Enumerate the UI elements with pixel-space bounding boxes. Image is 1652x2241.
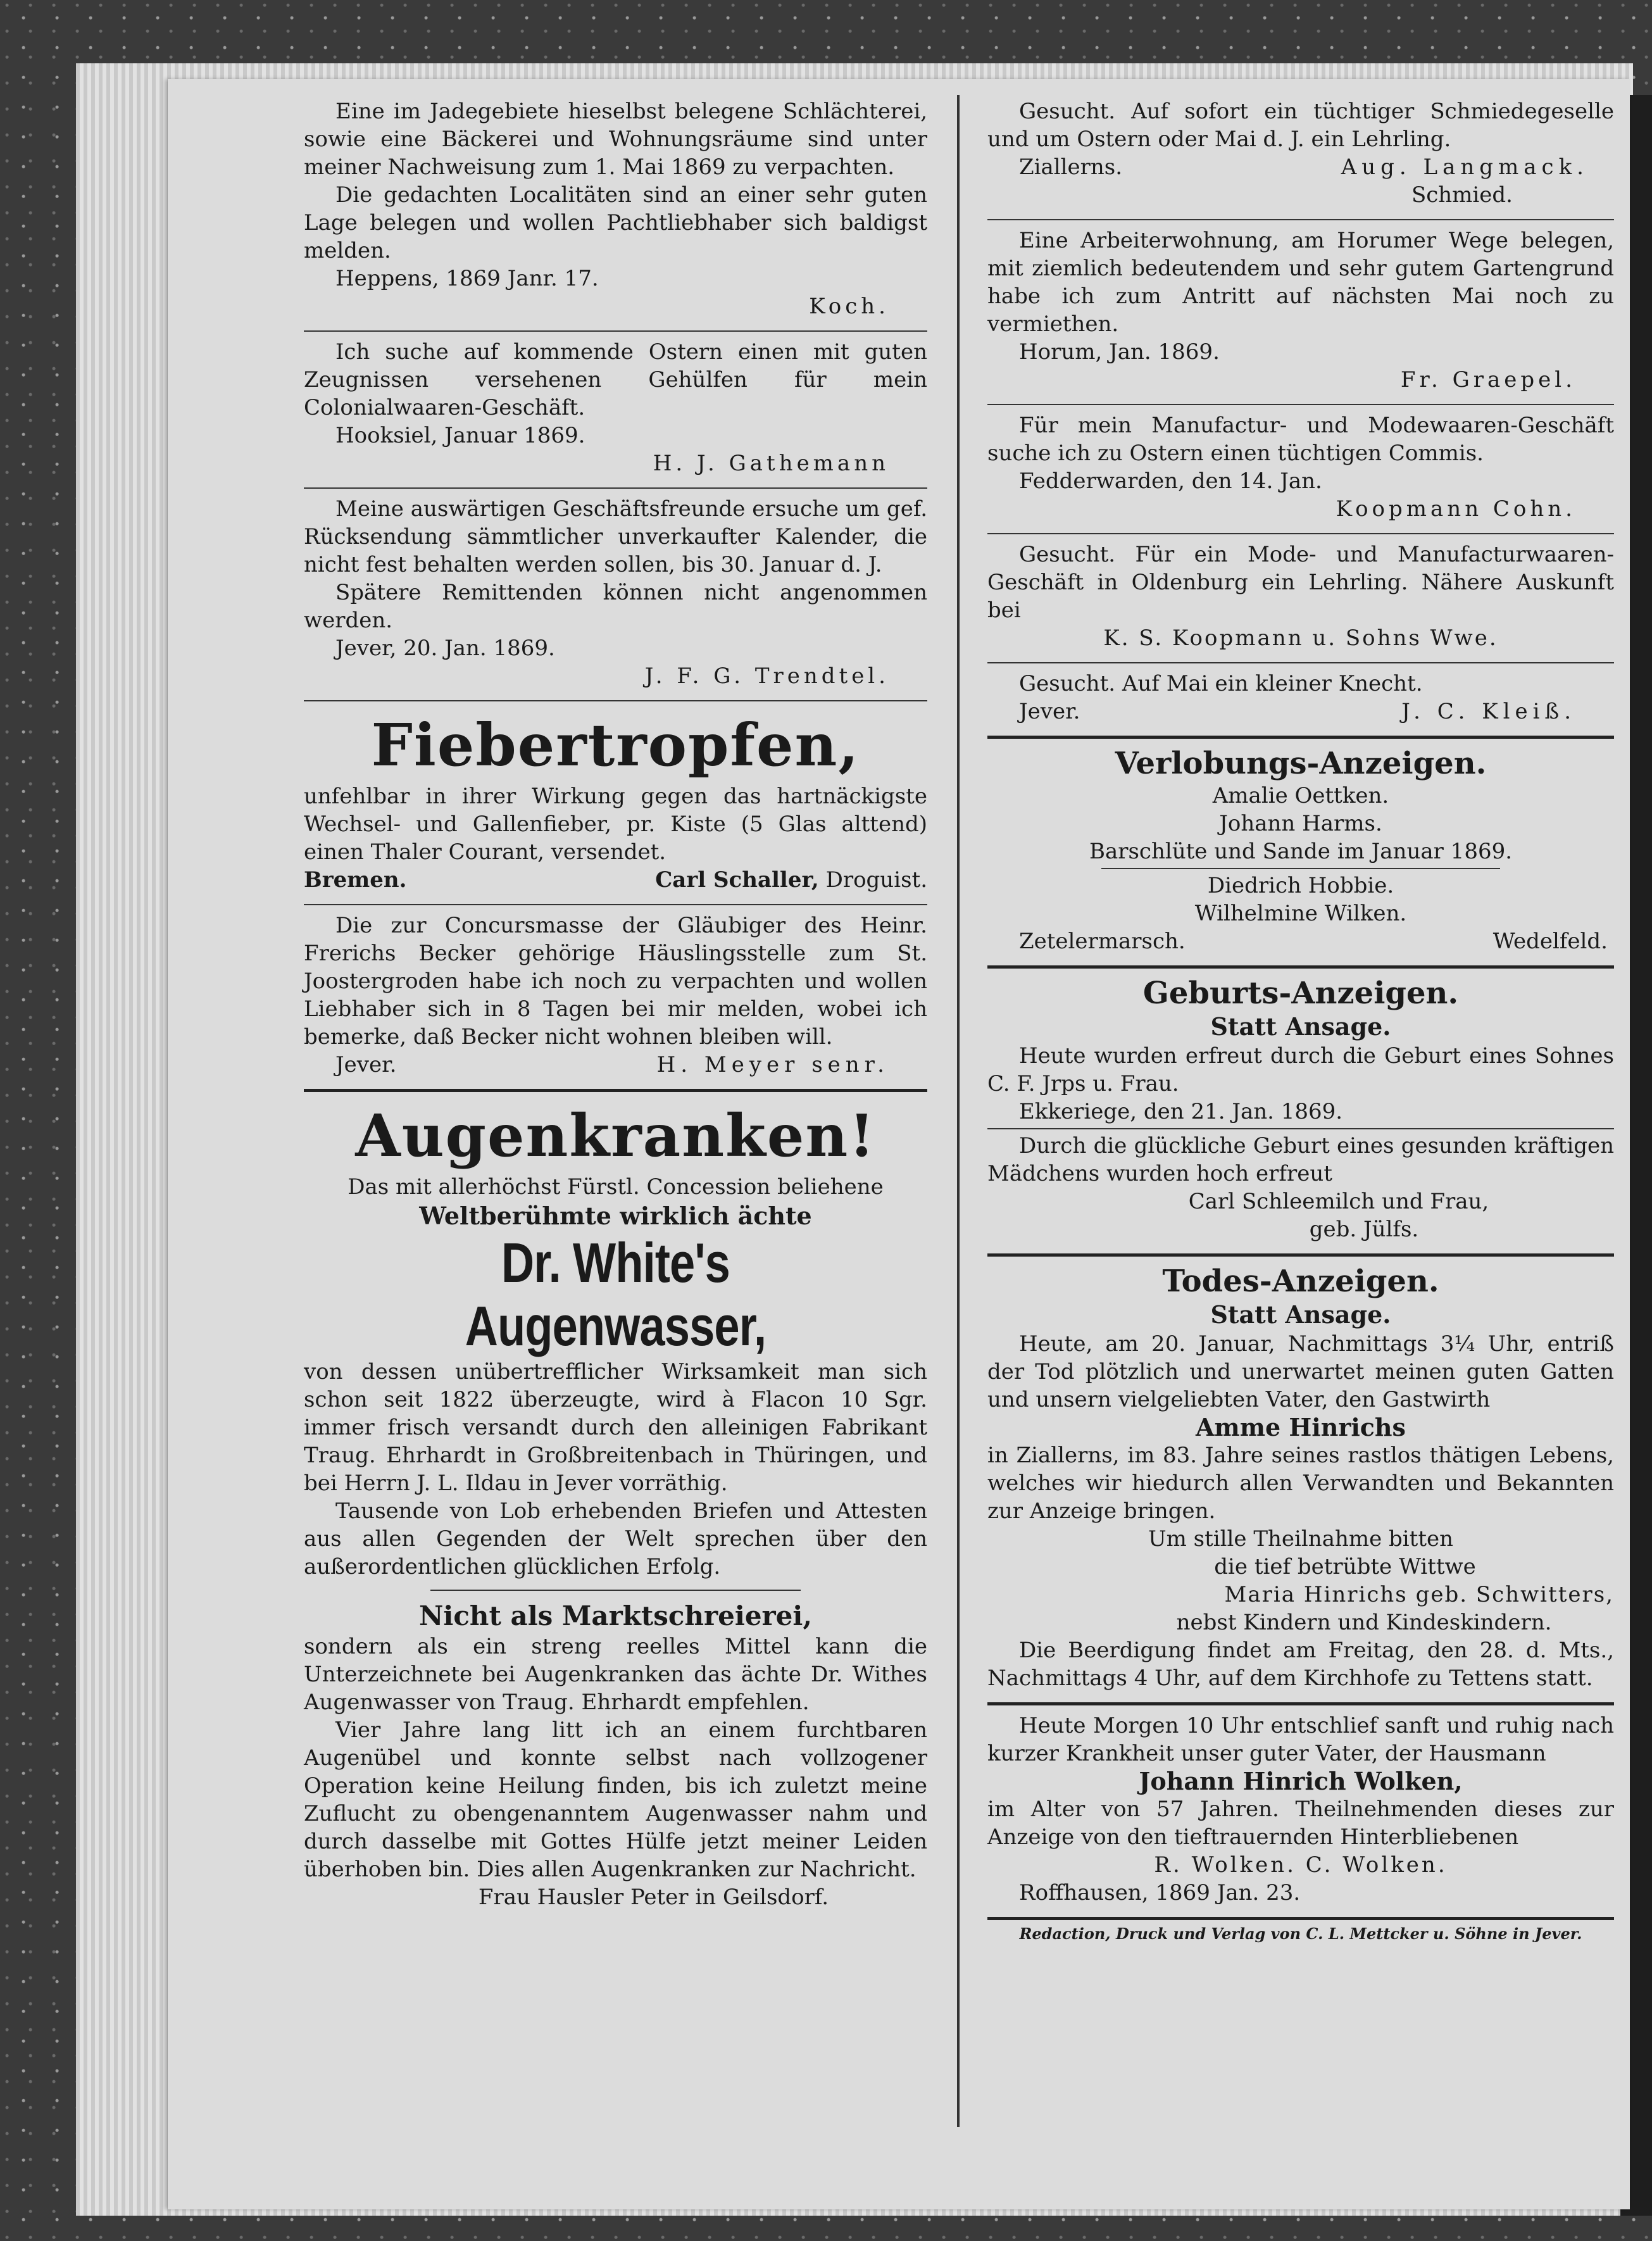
engagement-place: Barschlüte und Sande im Januar 1869. (1089, 839, 1513, 864)
ad-merchant-name: Carl Schaller, (655, 867, 819, 893)
separator (987, 219, 1614, 220)
ad-signature: Maria Hinrichs geb. Schwitters, (1224, 1582, 1614, 1607)
deceased-name: Johann Hinrich Wolken, (1139, 1767, 1463, 1795)
ad-smith-apprentice (987, 95, 1614, 215)
ad-signature-row (304, 1051, 927, 1079)
ad-text: Heute, am 20. Januar, Nachmittags 3¼ Uhr, entriß der Tod plötzlich und unerwartet meinen guten Gatten und unsern vielgeliebten Vater, den Gastwirth (987, 1331, 1614, 1412)
imprint-line: Redaction, Druck und Verlag von C. L. Mettcker u. Söhne in Jever. (1019, 1924, 1582, 1943)
ad-signature-row (987, 698, 1614, 725)
ad-merchant-trade: Droguist. (825, 867, 927, 893)
ad-signature: Carl Schleemilch und Frau, (1188, 1189, 1489, 1214)
ad-signature: J. C. Kleiß. (1401, 699, 1576, 724)
ad-testimonial-headline: Nicht als Marktschreierei, (419, 1600, 812, 1631)
ad-text: Vier Jahre lang litt ich an einem furchtbaren Augenübel und konnte selbst nach vollzogener Operation keine Heilung finden, bis ich zuletzt meine Zuflucht zu obengenanntem Augenwasser nahm und durch dasselbe mit Gottes Hülfe jetzt meiner Leiden überhoben bin. Dies allen Augenkranken zur Nachricht. (304, 1717, 927, 1882)
ad-text: Gesucht. Auf Mai ein kleiner Knecht. (1019, 671, 1423, 696)
ad-fever-drops (304, 705, 927, 900)
separator (304, 1089, 927, 1092)
separator (1101, 868, 1500, 869)
ad-servant-wanted (987, 667, 1614, 732)
ad-text: Gesucht. Auf sofort ein tüchtiger Schmiedegeselle und um Ostern oder Mai d. J. ein Lehrling. (987, 99, 1614, 152)
ad-text: Für mein Manufactur- und Modewaaren-Geschäft suche ich zu Ostern einen tüchtigen Commis. (987, 413, 1614, 466)
ad-merchant (655, 866, 927, 894)
section-subheadline: Statt Ansage. (1210, 1012, 1391, 1041)
ad-intro: Das mit allerhöchst Fürstl. Concession beliehene (347, 1174, 884, 1200)
ad-text: die tief betrübte Wittwe (1214, 1554, 1476, 1579)
ad-assistant-wanted (304, 336, 927, 484)
column-divider (957, 95, 960, 2127)
ad-place-date: Horum, Jan. 1869. (1019, 339, 1220, 365)
ad-product-name: Dr. White's Augenwasser, (465, 1231, 767, 1357)
ad-place: Jever. (335, 1052, 397, 1077)
ad-place-date: Ekkeriege, den 21. Jan. 1869. (1019, 1099, 1343, 1124)
section-headline: Geburts-Anzeigen. (1142, 976, 1459, 1011)
ad-signature-row (987, 153, 1614, 181)
left-column (304, 95, 927, 1918)
ad-text: von dessen unübertrefflicher Wirksamkeit man sich schon seit 1822 überzeugte, wird à Flacon 10 Sgr. immer frisch versandt durch den alleinigen Fabrikant Traug. Ehrhardt in Großbreitenbach in Thüringen, und bei Herrn J. L. Ildau in Jever vorräthig. (304, 1359, 927, 1496)
ad-text: im Alter von 57 Jahren. Theilnehmenden dieses zur Anzeige von den tieftrauernden Hinterbliebenen (987, 1797, 1614, 1850)
ad-text: Tausende von Lob erhebenden Briefen und Attesten aus allen Gegenden der Welt sprechen über den außerordentlichen glücklichen Erfolg. (304, 1498, 927, 1579)
engaged-person: Amalie Oettken. (1212, 783, 1389, 808)
ad-signature-row (304, 866, 927, 894)
section-headline: Todes-Anzeigen. (1162, 1264, 1439, 1299)
ad-text: unfehlbar in ihrer Wirkung gegen das hartnäckigste Wechsel- und Gallenfieber, pr. Kiste (5 Glas alttend) einen Thaler Courant, versendet. (304, 784, 927, 865)
ad-signature: geb. Jülfs. (1309, 1217, 1419, 1242)
section-rule (987, 1253, 1614, 1257)
birth-announcements (987, 972, 1614, 1250)
separator (430, 1590, 801, 1591)
ad-signature: Fr. Graepel. (1400, 367, 1576, 392)
ad-place-date: Hooksiel, Januar 1869. (335, 423, 585, 448)
separator (304, 330, 927, 332)
ad-signature: H. J. Gathemann (653, 451, 889, 476)
separator (304, 904, 927, 905)
ad-text: Eine Arbeiterwohnung, am Horumer Wege belegen, mit ziemlich bedeutendem und sehr gutem Gartengrund habe ich zum Antritt auf nächsten Mai noch zu vermiethen. (987, 228, 1614, 337)
ad-subheadline: Weltberühmte wirklich ächte (419, 1202, 812, 1230)
engaged-person: Wilhelmine Wilken. (1194, 901, 1407, 926)
section-subheadline: Statt Ansage. (1210, 1300, 1391, 1329)
engagement-place: Zetelermarsch. (1019, 929, 1186, 954)
engagement-places (987, 927, 1614, 955)
engaged-person: Diedrich Hobbie. (1207, 873, 1394, 898)
section-rule (987, 1702, 1614, 1705)
ad-text: Gesucht. Für ein Mode- und Manufacturwaaren-Geschäft in Oldenburg ein Lehrling. Nähere Auskunft bei (987, 542, 1614, 623)
ad-text: nebst Kindern und Kindeskindern. (1176, 1610, 1552, 1635)
ad-text: sondern als ein streng reelles Mittel kann die Unterzeichnete bei Augenkranken das ächte Dr. Withes Augenwasser von Traug. Ehrhardt empfehlen. (304, 1634, 927, 1715)
engagement-place: Wedelfeld. (1492, 929, 1608, 954)
ad-text: Die Beerdigung findet am Freitag, den 28. d. Mts., Nachmittags 4 Uhr, auf dem Kirchhofe zu Tettens statt. (987, 1638, 1614, 1691)
ad-place: Ziallerns. (1019, 154, 1123, 180)
separator (987, 1128, 1614, 1129)
engagement-announcements (987, 743, 1614, 962)
ad-text: Ich suche auf kommende Ostern einen mit guten Zeugnissen versehenen Gehülfen für mein Colonialwaaren-Geschäft. (304, 339, 927, 420)
separator (987, 533, 1614, 534)
ad-signature: H. Meyer senr. (656, 1052, 889, 1077)
ad-clerk-wanted (987, 409, 1614, 529)
deceased-name: Amme Hinrichs (1196, 1413, 1406, 1441)
ad-text: Durch die glückliche Geburt eines gesunden kräftigen Mädchens wurden hoch erfreut (987, 1133, 1614, 1186)
ad-butchery-lease (304, 95, 927, 327)
ad-signature: Frau Hausler Peter in Geilsdorf. (478, 1885, 829, 1910)
ad-place-date: Fedderwarden, den 14. Jan. (1019, 468, 1322, 494)
ad-text: Heute Morgen 10 Uhr entschlief sanft und ruhig nach kurzer Krankheit unser guter Vater, der Hausmann (987, 1713, 1614, 1766)
right-column (987, 95, 1614, 1944)
ad-text: Die gedachten Localitäten sind an einer sehr guten Lage belegen und wollen Pachtliebhaber sich baldigst melden. (304, 182, 927, 263)
death-announcement-wolken (987, 1709, 1614, 1913)
section-rule (987, 1917, 1614, 1920)
section-rule (987, 736, 1614, 739)
ad-signature: Koopmann Cohn. (1336, 496, 1576, 522)
ad-headline: Fiebertropfen, (371, 711, 860, 779)
ad-signature: K. S. Koopmann u. Sohns Wwe. (1103, 625, 1498, 651)
death-announcements (987, 1260, 1614, 1698)
ad-place-date: Heppens, 1869 Janr. 17. (335, 266, 599, 291)
ad-signature: R. Wolken. C. Wolken. (1154, 1852, 1448, 1878)
ad-text: Die zur Concursmasse der Gläubiger des Heinr. Frerichs Becker gehörige Häuslingsstelle zum St. Joostergroden habe ich noch zu verpachten und wollen Liebhaber sich in 8 Tagen bei mir melden, wobei ich bemerke, daß Becker nicht wohnen bleiben will. (304, 913, 927, 1050)
ad-trade: Schmied. (1411, 182, 1513, 208)
ad-signature: Koch. (809, 294, 889, 319)
ad-calendar-returns (304, 493, 927, 696)
ad-property-lease (304, 909, 927, 1085)
ad-text: Meine auswärtigen Geschäftsfreunde ersuche um gef. Rücksendung sämmtlicher unverkaufter Kalender, die nicht fest behalten werden sollen, bis 30. Januar d. J. (304, 496, 927, 577)
separator (304, 487, 927, 489)
section-rule (987, 965, 1614, 969)
separator (987, 404, 1614, 405)
ad-text: Heute wurden erfreut durch die Geburt eines Sohnes C. F. Jrps u. Frau. (987, 1043, 1614, 1096)
separator (304, 700, 927, 701)
ad-worker-housing (987, 224, 1614, 400)
ad-text: Eine im Jadegebiete hieselbst belegene Schlächterei, sowie eine Bäckerei und Wohnungsräume sind unter meiner Nachweisung zum 1. Mai 1869 zu verpachten. (304, 99, 927, 180)
ad-eye-water (304, 1096, 927, 1918)
ad-signature: Aug. Langmack. (1341, 154, 1589, 180)
ad-text: in Ziallerns, im 83. Jahre seines rastlos thätigen Lebens, welches wir hiedurch allen Verwandten und Bekannten zur Anzeige bringen. (987, 1443, 1614, 1524)
ad-place-date: Roffhausen, 1869 Jan. 23. (1019, 1880, 1301, 1905)
ad-headline: Augenkranken! (355, 1102, 876, 1170)
engaged-person: Johann Harms. (1219, 811, 1382, 836)
ad-city: Bremen. (304, 867, 407, 893)
section-headline: Verlobungs-Anzeigen. (1115, 746, 1487, 781)
ad-apprentice-oldenburg (987, 538, 1614, 658)
ad-signature: J. F. G. Trendtel. (644, 663, 889, 689)
ad-place: Jever. (1019, 699, 1080, 724)
ad-text: Spätere Remittenden können nicht angenommen werden. (304, 580, 927, 633)
ad-place-date: Jever, 20. Jan. 1869. (335, 636, 555, 661)
separator (987, 662, 1614, 663)
ad-text: Um stille Theilnahme bitten (1148, 1526, 1454, 1552)
